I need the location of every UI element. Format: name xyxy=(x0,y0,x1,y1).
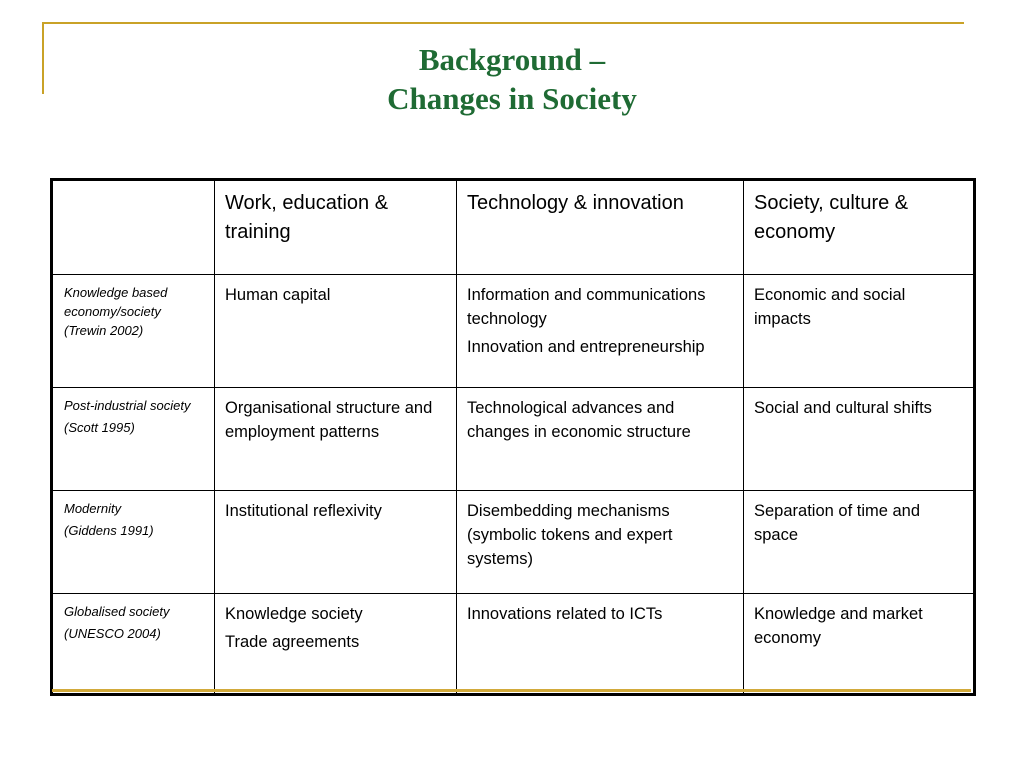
cell-text: Innovations related to ICTs xyxy=(467,604,663,623)
table-cell xyxy=(744,491,975,593)
table-header-cell: Work, education & training xyxy=(215,180,457,275)
table-cell xyxy=(744,593,975,694)
table-cell xyxy=(457,275,744,388)
decorative-frame-top xyxy=(42,22,964,24)
cell-text: Innovation and entrepreneurship xyxy=(467,338,705,357)
cell-text: Information and communications technology xyxy=(467,286,706,329)
table-cell xyxy=(744,387,975,490)
row-label-cell xyxy=(52,491,215,593)
cell-text: Trade agreements xyxy=(225,632,360,651)
table-row xyxy=(52,593,975,694)
slide-title-line-1: Background – xyxy=(418,42,606,77)
cell-text: Knowledge society xyxy=(225,604,363,623)
cell-text: Human capital xyxy=(225,286,331,305)
table-cell xyxy=(215,387,457,490)
cell-text: Separation of time and space xyxy=(754,502,921,545)
row-label-citation: (Scott 1995) xyxy=(64,419,135,435)
cell-text: Disembedding mechanisms (symbolic tokens and expert systems) xyxy=(467,502,673,569)
row-label-text: Globalised society xyxy=(64,603,170,619)
society-changes-table xyxy=(50,178,976,696)
slide-title xyxy=(0,40,1024,118)
table-cell xyxy=(215,593,457,694)
table-cell xyxy=(457,387,744,490)
row-label-cell xyxy=(52,275,215,388)
table-cell xyxy=(215,275,457,388)
cell-text: Economic and social impacts xyxy=(754,286,906,329)
row-label-citation: (Giddens 1991) xyxy=(64,523,154,539)
table-row xyxy=(52,275,975,388)
row-label-cell xyxy=(52,593,215,694)
table-cell xyxy=(457,491,744,593)
slide-title-line-2: Changes in Society xyxy=(387,81,637,116)
table-header-row xyxy=(52,180,975,275)
table-cell xyxy=(215,491,457,593)
row-label-text: Post-industrial society xyxy=(64,397,191,413)
table-cell xyxy=(457,593,744,694)
cell-text: Technological advances and changes in economic structure xyxy=(467,398,691,441)
row-label-text: Modernity xyxy=(64,501,122,517)
cell-text: Knowledge and market economy xyxy=(754,604,923,647)
table-header-cell: Society, culture & economy xyxy=(744,180,975,275)
table-header-cell xyxy=(52,180,215,275)
row-label-cell xyxy=(52,387,215,490)
table-cell xyxy=(744,275,975,388)
table-row xyxy=(52,491,975,593)
table-row xyxy=(52,387,975,490)
row-label-text: Knowledge based economy/society (Trewin 2002) xyxy=(64,285,168,339)
cell-text: Organisational structure and employment patterns xyxy=(225,398,433,441)
row-label-citation: (UNESCO 2004) xyxy=(64,625,161,641)
cell-text: Social and cultural shifts xyxy=(754,398,932,417)
table-header-cell: Technology & innovation xyxy=(457,180,744,275)
decorative-gold-bar xyxy=(52,689,971,692)
cell-text: Institutional reflexivity xyxy=(225,502,382,521)
